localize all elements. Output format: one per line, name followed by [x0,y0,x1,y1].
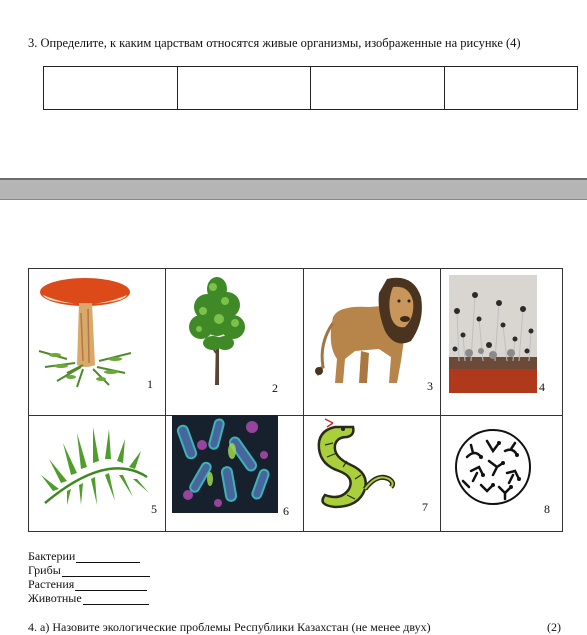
grid-col-divider [165,269,166,531]
grid-col-divider [303,269,304,531]
kingdom-line [28,577,150,591]
answer-cell[interactable] [311,67,445,109]
figure-number: 7 [422,500,428,514]
figure-number: 6 [283,504,289,518]
question-4-score: (2) [547,620,561,634]
figure-number: 4 [539,380,545,394]
grid-row-divider [29,415,562,416]
answer-cell[interactable] [445,67,578,109]
microbe-culture-icon [453,427,533,507]
answer-table [43,66,578,110]
answer-blank[interactable] [62,565,150,577]
kingdom-line [28,563,150,577]
kingdom-line [28,549,150,563]
organism-figure-grid [28,268,563,532]
question-4-text: 4. а) Назовите экологические проблемы Республики Казахстан (не менее двух) [28,620,431,634]
answer-cell[interactable] [44,67,178,109]
question-3-text: 3. Определите, к каким царствам относятся живые организмы, изображенные на рисунке (4) [28,36,521,50]
figure-number: 1 [147,377,153,391]
tree-icon [185,273,249,389]
figure-number: 8 [544,502,550,516]
figure-number: 5 [151,502,157,516]
page-divider-band [0,178,587,200]
mushroom-icon [37,273,133,391]
kingdom-label: Бактерии [28,549,76,563]
figure-number: 3 [427,379,433,393]
answer-cell[interactable] [178,67,312,109]
figure-number: 2 [272,381,278,395]
bacteria-micrograph-icon [172,415,278,513]
lion-icon [309,271,427,389]
grid-col-divider [440,269,441,531]
kingdom-label: Растения [28,577,75,591]
answer-blank[interactable] [76,551,140,563]
kingdoms-fill-list [28,549,150,605]
snake-icon [311,417,397,511]
mold-icon [449,275,537,393]
kingdom-label: Грибы [28,563,61,577]
kingdom-line [28,591,150,605]
kingdom-label: Животные [28,591,82,605]
fern-leaf-icon [37,421,155,507]
answer-blank[interactable] [75,579,147,591]
answer-blank[interactable] [83,593,149,605]
